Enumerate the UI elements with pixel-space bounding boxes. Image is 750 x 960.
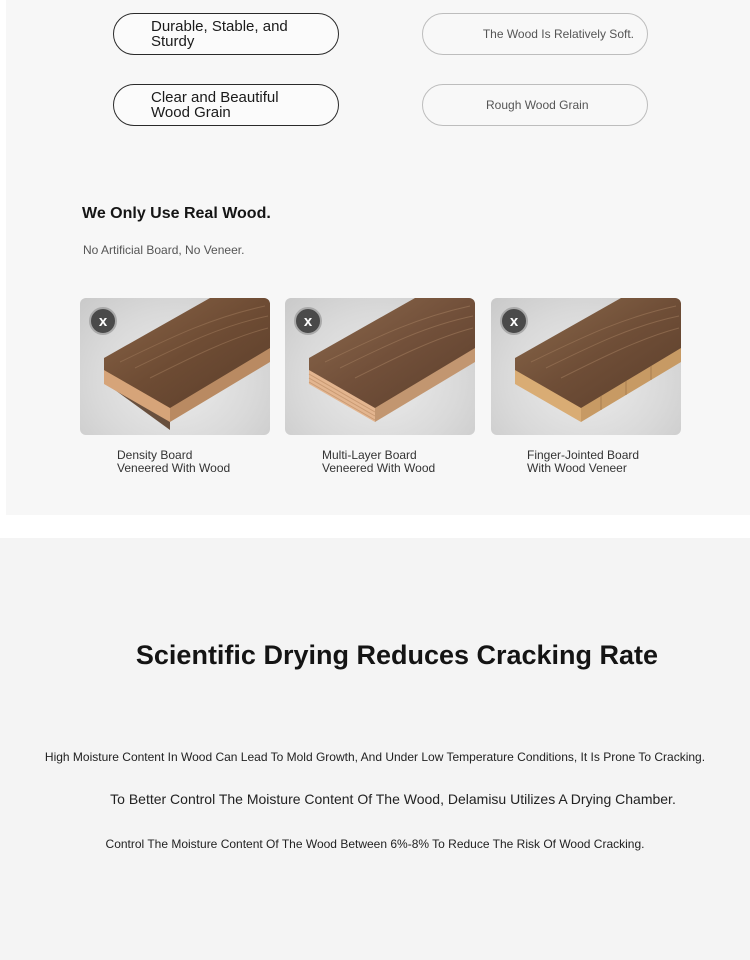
caption-line: Veneered With Wood xyxy=(322,461,436,475)
caption-line: Density Board xyxy=(117,448,193,462)
feature-pill-grain xyxy=(113,84,339,126)
drying-text-2: To Better Control The Moisture Content Of The Wood, Delamisu Utilizes A Drying Chamber. xyxy=(110,791,676,807)
board-card-density xyxy=(80,298,270,435)
board-caption-multilayer xyxy=(322,449,435,475)
drying-text-1: High Moisture Content In Wood Can Lead To Mold Growth, And Under Low Temperature Conditions, It Is Prone To Cracking. xyxy=(44,750,706,764)
drying-title: Scientific Drying Reduces Cracking Rate xyxy=(135,640,659,670)
caption-line: With Wood Veneer xyxy=(527,461,627,475)
caption-line: Multi-Layer Board xyxy=(322,448,417,462)
board-card-multilayer xyxy=(285,298,475,435)
real-wood-heading: We Only Use Real Wood. xyxy=(82,205,271,222)
comparison-panel xyxy=(6,0,750,515)
caption-line: Finger-Jointed Board xyxy=(527,448,640,462)
board-card-finger-jointed xyxy=(491,298,681,435)
feature-label: Clear and Beautiful Wood Grain xyxy=(151,89,279,121)
reject-badge-icon: x xyxy=(294,307,322,335)
reject-badge-icon: x xyxy=(500,307,528,335)
drying-text-3: Control The Moisture Content Of The Wood Between 6%-8% To Reduce The Risk Of Wood Cracking. xyxy=(105,837,645,851)
feature-pill-durable xyxy=(113,13,339,55)
drawback-pill-soft xyxy=(422,13,648,55)
board-caption-finger-jointed xyxy=(527,449,639,475)
real-wood-subheading: No Artificial Board, No Veneer. xyxy=(83,243,245,257)
reject-badge-icon: x xyxy=(89,307,117,335)
drawback-label: Rough Wood Grain xyxy=(486,98,589,112)
caption-line: Veneered With Wood xyxy=(117,461,231,475)
feature-label: Durable, Stable, and Sturdy xyxy=(151,18,288,50)
drawback-pill-rough xyxy=(422,84,648,126)
board-caption-density xyxy=(117,449,230,475)
drawback-label: The Wood Is Relatively Soft. xyxy=(482,27,634,41)
drying-panel xyxy=(0,538,750,960)
